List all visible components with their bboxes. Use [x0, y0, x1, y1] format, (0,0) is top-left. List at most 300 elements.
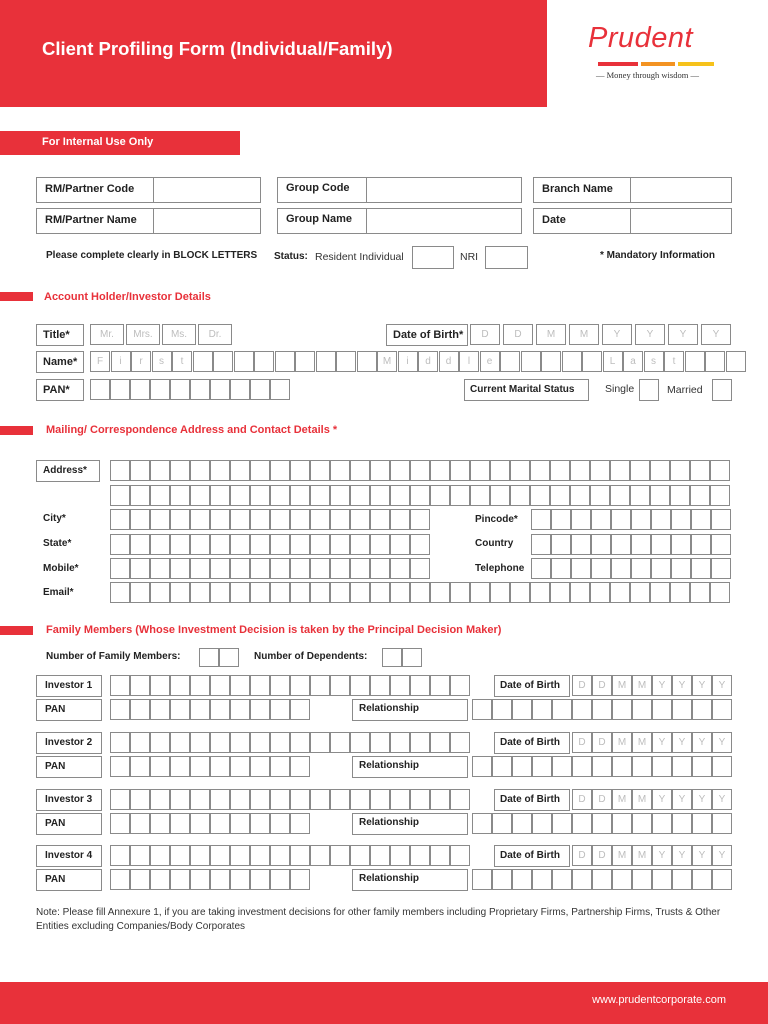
- email-cell[interactable]: [710, 582, 730, 603]
- investor-dob-cell[interactable]: Y: [652, 845, 672, 866]
- pincode-cell[interactable]: [531, 509, 551, 530]
- investor-name-cell[interactable]: [130, 732, 150, 753]
- address-cell[interactable]: [470, 485, 490, 506]
- mobile-cell[interactable]: [270, 558, 290, 579]
- investor-name-cell[interactable]: [190, 789, 210, 810]
- investor-relationship-cell[interactable]: [592, 869, 612, 890]
- pincode-cell[interactable]: [611, 509, 631, 530]
- investor-pan-cell[interactable]: [130, 756, 150, 777]
- investor-name-cell[interactable]: [150, 675, 170, 696]
- mobile-cell[interactable]: [410, 558, 430, 579]
- address-cell[interactable]: [510, 485, 530, 506]
- investor-relationship-cell[interactable]: [512, 869, 532, 890]
- name-cell[interactable]: r: [131, 351, 151, 372]
- investor-dob-cell[interactable]: Y: [672, 732, 692, 753]
- investor-pan-cell[interactable]: [170, 869, 190, 890]
- investor-relationship-cell[interactable]: [492, 756, 512, 777]
- mobile-cell[interactable]: [150, 558, 170, 579]
- investor-relationship-cell[interactable]: [532, 869, 552, 890]
- address-cell[interactable]: [570, 460, 590, 481]
- state-cell[interactable]: [210, 534, 230, 555]
- investor-name-cell[interactable]: [330, 845, 350, 866]
- address-cell[interactable]: [710, 485, 730, 506]
- telephone-cell[interactable]: [531, 558, 551, 579]
- address-cell[interactable]: [190, 460, 210, 481]
- email-cell[interactable]: [450, 582, 470, 603]
- investor-dob-cell[interactable]: D: [572, 789, 592, 810]
- name-cell[interactable]: [316, 351, 336, 372]
- investor-relationship-cell[interactable]: [592, 813, 612, 834]
- investor-name-cell[interactable]: [330, 732, 350, 753]
- investor-relationship-cell[interactable]: [552, 869, 572, 890]
- state-cell[interactable]: [190, 534, 210, 555]
- investor-pan-cell[interactable]: [150, 699, 170, 720]
- email-cell[interactable]: [150, 582, 170, 603]
- investor-name-cell[interactable]: [110, 675, 130, 696]
- country-cell[interactable]: [651, 534, 671, 555]
- investor-relationship-cell[interactable]: [632, 756, 652, 777]
- investor-name-cell[interactable]: [370, 845, 390, 866]
- city-cell[interactable]: [170, 509, 190, 530]
- address-cell[interactable]: [630, 460, 650, 481]
- investor-pan-cell[interactable]: [290, 869, 310, 890]
- investor-name-cell[interactable]: [390, 732, 410, 753]
- investor-relationship-cell[interactable]: [612, 813, 632, 834]
- pan-cell[interactable]: [170, 379, 190, 400]
- investor-dob-cell[interactable]: D: [592, 845, 612, 866]
- investor-pan-cell[interactable]: [150, 813, 170, 834]
- address-cell[interactable]: [270, 460, 290, 481]
- email-cell[interactable]: [170, 582, 190, 603]
- address-cell[interactable]: [570, 485, 590, 506]
- city-cell[interactable]: [350, 509, 370, 530]
- investor-name-cell[interactable]: [210, 845, 230, 866]
- dob-cell[interactable]: D: [470, 324, 500, 345]
- investor-name-cell[interactable]: [410, 675, 430, 696]
- name-cell[interactable]: a: [623, 351, 643, 372]
- name-cell[interactable]: t: [172, 351, 192, 372]
- investor-dob-cell[interactable]: Y: [672, 675, 692, 696]
- investor-name-cell[interactable]: [430, 675, 450, 696]
- pan-cell[interactable]: [270, 379, 290, 400]
- investor-name-cell[interactable]: [210, 732, 230, 753]
- address-cell[interactable]: [170, 460, 190, 481]
- investor-pan-cell[interactable]: [230, 869, 250, 890]
- state-cell[interactable]: [270, 534, 290, 555]
- investor-relationship-cell[interactable]: [712, 813, 732, 834]
- name-cell[interactable]: d: [418, 351, 438, 372]
- address-cell[interactable]: [250, 485, 270, 506]
- address-cell[interactable]: [470, 460, 490, 481]
- investor-dob-cell[interactable]: Y: [712, 789, 732, 810]
- address-cell[interactable]: [150, 485, 170, 506]
- investor-dob-cell[interactable]: M: [612, 789, 632, 810]
- investor-name-cell[interactable]: [410, 789, 430, 810]
- address-cell[interactable]: [590, 485, 610, 506]
- country-cell[interactable]: [631, 534, 651, 555]
- investor-pan-cell[interactable]: [190, 699, 210, 720]
- dob-cell[interactable]: Y: [602, 324, 632, 345]
- dob-cell[interactable]: M: [569, 324, 599, 345]
- mobile-cell[interactable]: [210, 558, 230, 579]
- investor-pan-cell[interactable]: [150, 756, 170, 777]
- investor-pan-cell[interactable]: [110, 699, 130, 720]
- investor-name-cell[interactable]: [110, 789, 130, 810]
- investor-relationship-cell[interactable]: [492, 813, 512, 834]
- state-cell[interactable]: [230, 534, 250, 555]
- investor-relationship-cell[interactable]: [652, 869, 672, 890]
- email-cell[interactable]: [390, 582, 410, 603]
- investor-relationship-cell[interactable]: [512, 813, 532, 834]
- name-cell[interactable]: e: [480, 351, 500, 372]
- name-cell[interactable]: F: [90, 351, 110, 372]
- city-cell[interactable]: [250, 509, 270, 530]
- address-cell[interactable]: [390, 485, 410, 506]
- investor-relationship-cell[interactable]: [592, 756, 612, 777]
- email-cell[interactable]: [630, 582, 650, 603]
- investor-relationship-cell[interactable]: [492, 699, 512, 720]
- pan-cell[interactable]: [90, 379, 110, 400]
- investor-relationship-cell[interactable]: [652, 756, 672, 777]
- investor-relationship-cell[interactable]: [512, 756, 532, 777]
- investor-pan-cell[interactable]: [230, 813, 250, 834]
- investor-pan-cell[interactable]: [130, 813, 150, 834]
- country-cell[interactable]: [611, 534, 631, 555]
- name-cell[interactable]: l: [459, 351, 479, 372]
- investor-name-cell[interactable]: [270, 845, 290, 866]
- investor-relationship-cell[interactable]: [692, 813, 712, 834]
- investor-pan-cell[interactable]: [230, 699, 250, 720]
- telephone-cell[interactable]: [631, 558, 651, 579]
- mobile-cell[interactable]: [330, 558, 350, 579]
- pan-cell[interactable]: [150, 379, 170, 400]
- investor-name-cell[interactable]: [170, 732, 190, 753]
- pan-cell[interactable]: [230, 379, 250, 400]
- state-cell[interactable]: [350, 534, 370, 555]
- investor-relationship-cell[interactable]: [572, 756, 592, 777]
- email-cell[interactable]: [490, 582, 510, 603]
- investor-relationship-cell[interactable]: [472, 699, 492, 720]
- investor-name-cell[interactable]: [230, 789, 250, 810]
- name-cell[interactable]: [295, 351, 315, 372]
- investor-name-cell[interactable]: [210, 675, 230, 696]
- pincode-cell[interactable]: [651, 509, 671, 530]
- address-cell[interactable]: [290, 460, 310, 481]
- investor-name-cell[interactable]: [310, 845, 330, 866]
- investor-pan-cell[interactable]: [270, 699, 290, 720]
- investor-relationship-cell[interactable]: [552, 813, 572, 834]
- address-cell[interactable]: [590, 460, 610, 481]
- investor-name-cell[interactable]: [150, 732, 170, 753]
- investor-pan-cell[interactable]: [210, 869, 230, 890]
- investor-name-cell[interactable]: [310, 789, 330, 810]
- investor-pan-cell[interactable]: [250, 756, 270, 777]
- city-cell[interactable]: [110, 509, 130, 530]
- investor-dob-cell[interactable]: M: [632, 732, 652, 753]
- investor-relationship-cell[interactable]: [472, 756, 492, 777]
- investor-relationship-cell[interactable]: [712, 756, 732, 777]
- address-cell[interactable]: [230, 460, 250, 481]
- dob-cell[interactable]: Y: [701, 324, 731, 345]
- name-cell[interactable]: [685, 351, 705, 372]
- address-cell[interactable]: [350, 485, 370, 506]
- email-cell[interactable]: [570, 582, 590, 603]
- investor-name-cell[interactable]: [450, 789, 470, 810]
- investor-pan-cell[interactable]: [210, 756, 230, 777]
- investor-name-cell[interactable]: [330, 675, 350, 696]
- address-cell[interactable]: [250, 460, 270, 481]
- address-cell[interactable]: [670, 460, 690, 481]
- country-cell[interactable]: [591, 534, 611, 555]
- investor-name-cell[interactable]: [290, 675, 310, 696]
- marital-single-checkbox[interactable]: [639, 379, 659, 401]
- state-cell[interactable]: [290, 534, 310, 555]
- investor-name-cell[interactable]: [150, 789, 170, 810]
- investor-name-cell[interactable]: [230, 732, 250, 753]
- investor-relationship-cell[interactable]: [532, 756, 552, 777]
- investor-name-cell[interactable]: [310, 675, 330, 696]
- investor-name-cell[interactable]: [350, 789, 370, 810]
- investor-relationship-cell[interactable]: [632, 869, 652, 890]
- email-cell[interactable]: [130, 582, 150, 603]
- investor-pan-cell[interactable]: [210, 813, 230, 834]
- address-cell[interactable]: [510, 460, 530, 481]
- name-cell[interactable]: [336, 351, 356, 372]
- pincode-cell[interactable]: [551, 509, 571, 530]
- investor-name-cell[interactable]: [190, 732, 210, 753]
- address-cell[interactable]: [690, 460, 710, 481]
- investor-pan-cell[interactable]: [170, 756, 190, 777]
- investor-dob-cell[interactable]: Y: [692, 845, 712, 866]
- address-cell[interactable]: [490, 485, 510, 506]
- name-cell[interactable]: [254, 351, 274, 372]
- name-cell[interactable]: t: [664, 351, 684, 372]
- investor-relationship-cell[interactable]: [692, 699, 712, 720]
- investor-name-cell[interactable]: [190, 675, 210, 696]
- investor-relationship-cell[interactable]: [572, 813, 592, 834]
- investor-name-cell[interactable]: [130, 789, 150, 810]
- investor-dob-cell[interactable]: D: [572, 845, 592, 866]
- investor-dob-cell[interactable]: Y: [652, 675, 672, 696]
- address-cell[interactable]: [210, 485, 230, 506]
- dob-cell[interactable]: Y: [668, 324, 698, 345]
- investor-dob-cell[interactable]: D: [592, 789, 612, 810]
- email-cell[interactable]: [690, 582, 710, 603]
- state-cell[interactable]: [410, 534, 430, 555]
- address-cell[interactable]: [370, 460, 390, 481]
- address-cell[interactable]: [650, 460, 670, 481]
- mobile-cell[interactable]: [310, 558, 330, 579]
- investor-pan-cell[interactable]: [250, 813, 270, 834]
- state-cell[interactable]: [110, 534, 130, 555]
- investor-dob-cell[interactable]: Y: [692, 732, 712, 753]
- status-nri-checkbox[interactable]: [485, 246, 528, 269]
- pan-cell[interactable]: [110, 379, 130, 400]
- investor-relationship-cell[interactable]: [672, 699, 692, 720]
- investor-name-cell[interactable]: [170, 789, 190, 810]
- name-cell[interactable]: [275, 351, 295, 372]
- investor-relationship-cell[interactable]: [532, 699, 552, 720]
- email-cell[interactable]: [350, 582, 370, 603]
- city-cell[interactable]: [270, 509, 290, 530]
- investor-relationship-cell[interactable]: [652, 813, 672, 834]
- name-cell[interactable]: d: [439, 351, 459, 372]
- name-cell[interactable]: [234, 351, 254, 372]
- investor-name-cell[interactable]: [210, 789, 230, 810]
- investor-name-cell[interactable]: [350, 675, 370, 696]
- email-cell[interactable]: [650, 582, 670, 603]
- name-cell[interactable]: s: [644, 351, 664, 372]
- title-option[interactable]: Mr.: [90, 324, 124, 345]
- email-cell[interactable]: [550, 582, 570, 603]
- num-members-cell[interactable]: [199, 648, 219, 667]
- mobile-cell[interactable]: [250, 558, 270, 579]
- investor-name-cell[interactable]: [290, 845, 310, 866]
- email-cell[interactable]: [370, 582, 390, 603]
- email-cell[interactable]: [610, 582, 630, 603]
- email-cell[interactable]: [190, 582, 210, 603]
- email-cell[interactable]: [210, 582, 230, 603]
- address-cell[interactable]: [430, 460, 450, 481]
- investor-name-cell[interactable]: [270, 675, 290, 696]
- investor-dob-cell[interactable]: M: [632, 845, 652, 866]
- state-cell[interactable]: [330, 534, 350, 555]
- state-cell[interactable]: [130, 534, 150, 555]
- country-cell[interactable]: [551, 534, 571, 555]
- address-cell[interactable]: [150, 460, 170, 481]
- email-cell[interactable]: [290, 582, 310, 603]
- investor-dob-cell[interactable]: M: [632, 789, 652, 810]
- email-cell[interactable]: [310, 582, 330, 603]
- address-cell[interactable]: [290, 485, 310, 506]
- dob-cell[interactable]: M: [536, 324, 566, 345]
- investor-dob-cell[interactable]: M: [612, 732, 632, 753]
- investor-relationship-cell[interactable]: [512, 699, 532, 720]
- address-cell[interactable]: [330, 485, 350, 506]
- investor-pan-cell[interactable]: [190, 756, 210, 777]
- address-cell[interactable]: [450, 460, 470, 481]
- dob-cell[interactable]: Y: [635, 324, 665, 345]
- investor-name-cell[interactable]: [430, 732, 450, 753]
- email-cell[interactable]: [270, 582, 290, 603]
- investor-pan-cell[interactable]: [190, 813, 210, 834]
- email-cell[interactable]: [110, 582, 130, 603]
- investor-relationship-cell[interactable]: [572, 699, 592, 720]
- name-cell[interactable]: [705, 351, 725, 372]
- investor-relationship-cell[interactable]: [472, 813, 492, 834]
- investor-dob-cell[interactable]: Y: [692, 789, 712, 810]
- investor-pan-cell[interactable]: [170, 699, 190, 720]
- address-cell[interactable]: [310, 485, 330, 506]
- pan-cell[interactable]: [250, 379, 270, 400]
- pincode-cell[interactable]: [671, 509, 691, 530]
- investor-name-cell[interactable]: [370, 675, 390, 696]
- telephone-cell[interactable]: [671, 558, 691, 579]
- telephone-cell[interactable]: [591, 558, 611, 579]
- investor-name-cell[interactable]: [390, 789, 410, 810]
- investor-name-cell[interactable]: [370, 789, 390, 810]
- city-cell[interactable]: [410, 509, 430, 530]
- investor-pan-cell[interactable]: [190, 869, 210, 890]
- state-cell[interactable]: [310, 534, 330, 555]
- country-cell[interactable]: [531, 534, 551, 555]
- name-cell[interactable]: [541, 351, 561, 372]
- pincode-cell[interactable]: [571, 509, 591, 530]
- investor-pan-cell[interactable]: [110, 756, 130, 777]
- address-cell[interactable]: [670, 485, 690, 506]
- investor-name-cell[interactable]: [410, 732, 430, 753]
- state-cell[interactable]: [390, 534, 410, 555]
- address-cell[interactable]: [110, 485, 130, 506]
- investor-name-cell[interactable]: [390, 845, 410, 866]
- investor-name-cell[interactable]: [130, 675, 150, 696]
- investor-name-cell[interactable]: [350, 845, 370, 866]
- telephone-cell[interactable]: [551, 558, 571, 579]
- investor-dob-cell[interactable]: Y: [672, 789, 692, 810]
- mobile-cell[interactable]: [390, 558, 410, 579]
- address-cell[interactable]: [170, 485, 190, 506]
- investor-relationship-cell[interactable]: [672, 869, 692, 890]
- telephone-cell[interactable]: [571, 558, 591, 579]
- investor-name-cell[interactable]: [250, 789, 270, 810]
- country-cell[interactable]: [571, 534, 591, 555]
- mobile-cell[interactable]: [110, 558, 130, 579]
- investor-pan-cell[interactable]: [290, 813, 310, 834]
- investor-pan-cell[interactable]: [290, 699, 310, 720]
- name-cell[interactable]: [213, 351, 233, 372]
- investor-dob-cell[interactable]: M: [612, 845, 632, 866]
- email-cell[interactable]: [430, 582, 450, 603]
- address-cell[interactable]: [410, 485, 430, 506]
- investor-name-cell[interactable]: [450, 845, 470, 866]
- investor-dob-cell[interactable]: M: [612, 675, 632, 696]
- investor-dob-cell[interactable]: Y: [652, 732, 672, 753]
- email-cell[interactable]: [470, 582, 490, 603]
- investor-name-cell[interactable]: [110, 845, 130, 866]
- investor-name-cell[interactable]: [370, 732, 390, 753]
- name-cell[interactable]: [582, 351, 602, 372]
- investor-pan-cell[interactable]: [230, 756, 250, 777]
- address-cell[interactable]: [130, 460, 150, 481]
- dob-cell[interactable]: D: [503, 324, 533, 345]
- investor-name-cell[interactable]: [170, 845, 190, 866]
- mobile-cell[interactable]: [370, 558, 390, 579]
- investor-pan-cell[interactable]: [110, 813, 130, 834]
- title-option[interactable]: Ms.: [162, 324, 196, 345]
- state-cell[interactable]: [250, 534, 270, 555]
- investor-name-cell[interactable]: [330, 789, 350, 810]
- title-option[interactable]: Mrs.: [126, 324, 160, 345]
- state-cell[interactable]: [150, 534, 170, 555]
- investor-pan-cell[interactable]: [250, 869, 270, 890]
- investor-name-cell[interactable]: [270, 732, 290, 753]
- address-cell[interactable]: [130, 485, 150, 506]
- investor-name-cell[interactable]: [410, 845, 430, 866]
- city-cell[interactable]: [370, 509, 390, 530]
- address-cell[interactable]: [550, 460, 570, 481]
- email-cell[interactable]: [670, 582, 690, 603]
- investor-relationship-cell[interactable]: [612, 699, 632, 720]
- telephone-cell[interactable]: [651, 558, 671, 579]
- investor-pan-cell[interactable]: [270, 813, 290, 834]
- address-cell[interactable]: [430, 485, 450, 506]
- address-cell[interactable]: [370, 485, 390, 506]
- name-cell[interactable]: [562, 351, 582, 372]
- name-cell[interactable]: [521, 351, 541, 372]
- investor-name-cell[interactable]: [450, 675, 470, 696]
- investor-dob-cell[interactable]: Y: [652, 789, 672, 810]
- investor-pan-cell[interactable]: [290, 756, 310, 777]
